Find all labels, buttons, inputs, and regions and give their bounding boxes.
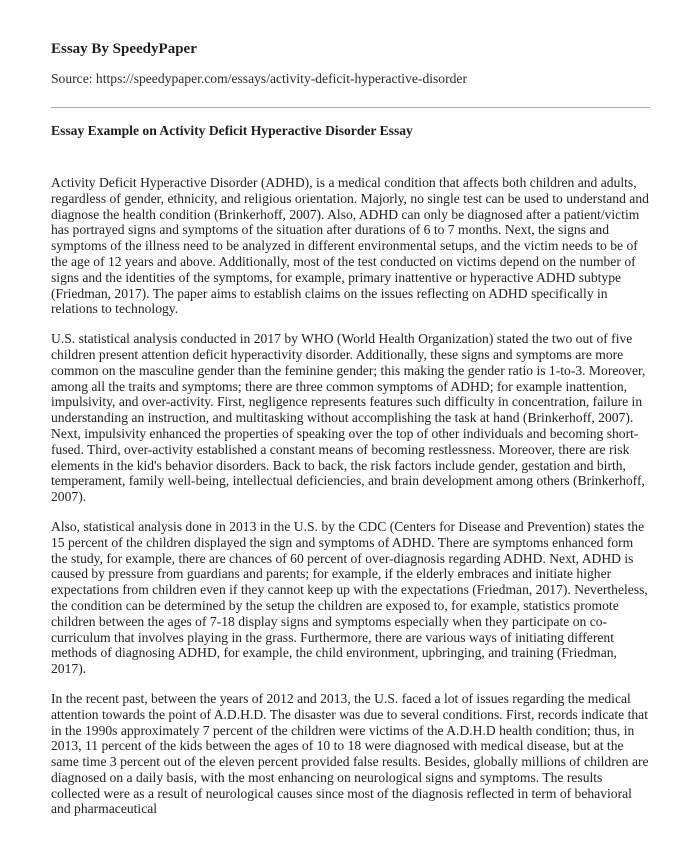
essay-body xyxy=(51,175,650,817)
paragraph: Activity Deficit Hyperactive Disorder (ADHD), is a medical condition that affects both children and adults, regardless of gender, ethnicity, and religious orientation. Majorly, no single test can be used to understand and diagnose the health condition (Brinkerhoff, 2007). Also, ADHD can only be diagnosed after a patient/victim has portrayed signs and symptoms of the situation after durations of 6 to 7 months. Next, the signs and symptoms of the illness need to be analyzed in different environmental setups, and the victim needs to be of the age of 12 years and above. Additionally, most of the test conducted on victims depend on the number of signs and the identities of the symptoms, for example, primary inattentive or hyperactive ADHD subtype (Friedman, 2017). The paper aims to establish claims on the issues reflecting on ADHD specifically in relations to technology. xyxy=(51,175,649,317)
paragraph: U.S. statistical analysis conducted in 2017 by WHO (World Health Organization) stated the two out of five children present attention deficit hyperactivity disorder. Additionally, these signs and symptoms are more common on the masculine gender than the feminine gender; this making the gender ratio is 1-to-3. Moreover, among all the traits and symptoms; there are three common symptoms of ADHD; for example inattention, impulsivity, and over-activity. First, negligence represents features such difficulty in concentration, failure in understanding an instruction, and multitasking without accomplishing the task at hand (Brinkerhoff, 2007). Next, impulsivity enhanced the properties of speaking over the top of other individuals and becoming short-fused. Third, over-activity established a constant means of becoming restlessness. Moreover, there are risk elements in the kid's behavior disorders. Back to back, the risk factors include gender, gestation and birth, temperament, family well-being, intellectual deficiencies, and brain development among others (Brinkerhoff, 2007). xyxy=(51,331,646,505)
paragraph: In the recent past, between the years of 2012 and 2013, the U.S. faced a lot of issues regarding the medical attention towards the point of A.D.H.D. The disaster was due to several conditions. First, records indicate that in the 1990s approximately 7 percent of the children were victims of the A.D.H.D health condition; thus, in 2013, 11 percent of the kids between the ages of 10 to 18 were diagnosed with medical disease, but at the same time 3 percent out of the eleven percent provided false results. Besides, globally millions of children are diagnosed on a daily basis, with the most enhancing on neurological signs and symptoms. The results collected were as a result of neurological causes since most of the diagnosis reflected in term of behavioral and pharmaceutical xyxy=(51,690,649,817)
essay-title: Essay Example on Activity Deficit Hyperactive Disorder Essay xyxy=(51,123,413,138)
paragraph: Also, statistical analysis done in 2013 in the U.S. by the CDC (Centers for Disease and Prevention) states the 15 percent of the children displayed the sign and symptoms of ADHD. There are symptoms enhanced form the study, for example, there are chances of 60 percent of over-diagnosis regarding ADHD. Next, ADHD is caused by pressure from guardians and parents; for example, if the elderly embraces and initiate higher expectations from children even if they cannot keep up with the expectations (Friedman, 2017). Nevertheless, the condition can be determined by the setup the children are exposed to, for example, statistics promote children between the ages of 7-18 display signs and symptoms especially when they participate on co-curriculum that involves playing in the grass. Furthermore, there are various ways of initiating different methods of diagnosing ADHD, for example, the child environment, upbringing, and training (Friedman, 2017). xyxy=(51,518,648,677)
source-line: Source: https://speedypaper.com/essays/activity-deficit-hyperactive-disorder xyxy=(51,71,467,86)
header-divider xyxy=(51,107,650,108)
brand-title: Essay By SpeedyPaper xyxy=(51,41,197,57)
